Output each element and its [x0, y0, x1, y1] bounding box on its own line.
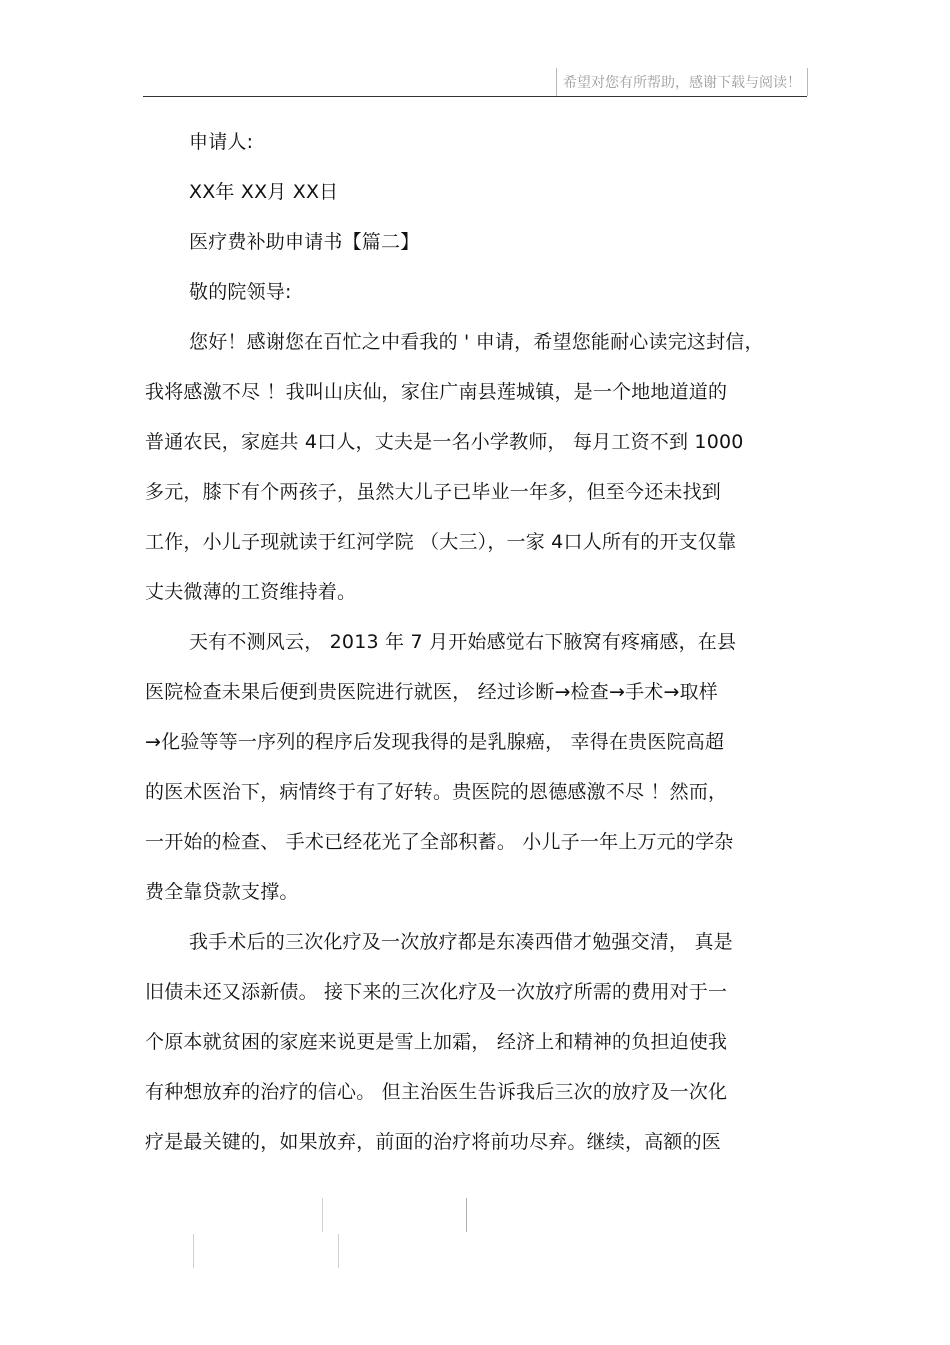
paragraph-line: 个原本就贫困的家庭来说更是雪上加霜， 经济上和精神的负担迫使我	[145, 1031, 728, 1053]
scan-artifact-mark	[466, 1198, 467, 1232]
paragraph-line: 我手术后的三次化疗及一次放疗都是东凑西借才勉强交清， 真是	[189, 931, 733, 953]
paragraph-line: 有种想放弃的治疗的信心。 但主治医生告诉我后三次的放疗及一次化	[145, 1081, 728, 1103]
paragraph-line: 天有不测风云， 2013 年 7 月开始感觉右下腋窝有疼痛感，在县	[189, 631, 737, 653]
paragraph-line: 疗是最关键的，如果放弃，前面的治疗将前功尽弃。继续，高额的医	[145, 1131, 722, 1153]
date-line: XX年 XX月 XX日	[189, 181, 339, 203]
paragraph-line: 费全靠贷款支撑。	[145, 881, 299, 903]
salutation: 敬的院领导:	[189, 281, 292, 303]
scan-artifact-mark	[322, 1198, 323, 1232]
paragraph-line: 多元，膝下有个两孩子，虽然大儿子已毕业一年多，但至今还未找到	[145, 481, 722, 503]
paragraph-line: 我将感激不尽 ！我叫山庆仙，家住广南县莲城镇，是一个地地道道的	[145, 381, 728, 403]
paragraph-line: 工作，小儿子现就读于红河学院 （大三），一家 4口人所有的开支仅靠	[145, 531, 737, 553]
applicant-label: 申请人:	[189, 131, 254, 153]
paragraph-line: 丈夫微薄的工资维持着。	[145, 581, 357, 603]
scan-artifact-mark	[193, 1234, 194, 1268]
scan-artifact-mark	[338, 1234, 339, 1268]
paragraph-line: 您好！感谢您在百忙之中看我的 ' 申请，希望您能耐心读完这封信，	[189, 331, 764, 353]
paragraph-line: 一开始的检查、 手术已经花光了全部积蓄。 小儿子一年上万元的学杂	[145, 831, 734, 853]
paragraph-line: 普通农民，家庭共 4口人，丈夫是一名小学教师， 每月工资不到 1000	[145, 431, 744, 453]
header-banner-text: 希望对您有所帮助，感谢下载与阅读！	[563, 75, 801, 91]
paragraph-line: 旧债未还又添新债。 接下来的三次化疗及一次放疗所需的费用对于一	[145, 981, 728, 1003]
paragraph-line: 的医术医治下，病情终于有了好转。贵医院的恩德感激不尽 ！然而，	[145, 781, 728, 803]
paragraph-line: →化验等等一序列的程序后发现我得的是乳腺癌， 幸得在贵医院高超	[145, 731, 725, 753]
paragraph-line: 医院检查未果后便到贵医院进行就医， 经过诊断→检查→手术→取样	[145, 681, 719, 703]
section-title: 医疗费补助申请书【篇二】	[189, 231, 420, 253]
